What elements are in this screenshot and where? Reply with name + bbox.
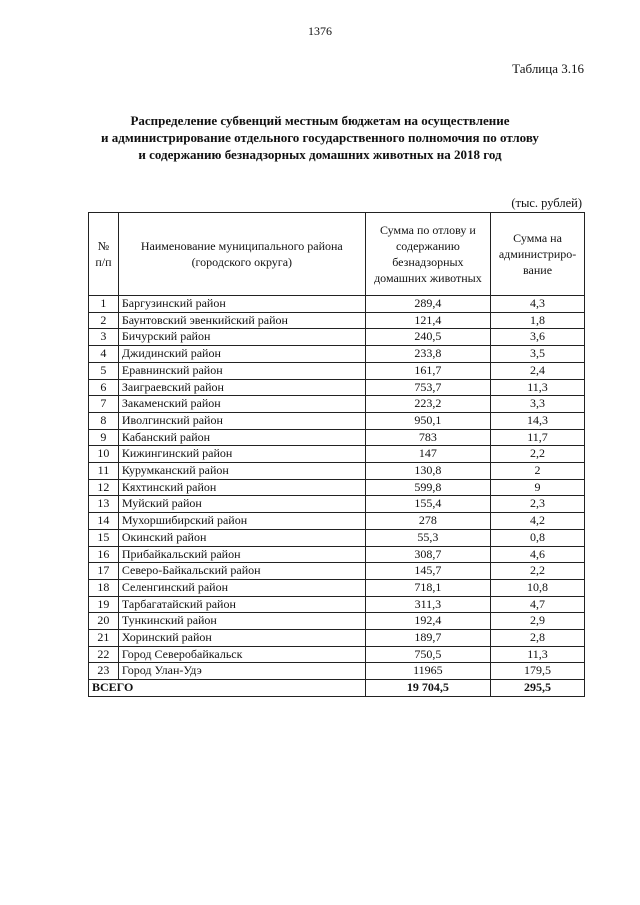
row-district-name: Хоринский район bbox=[118, 630, 365, 647]
header-line: Сумма на bbox=[513, 231, 562, 245]
row-sum: 278 bbox=[365, 513, 490, 530]
row-district-name: Иволгинский район bbox=[118, 412, 365, 429]
header-line: администриро- bbox=[498, 247, 577, 261]
row-sum: 121,4 bbox=[365, 312, 490, 329]
row-sum: 223,2 bbox=[365, 396, 490, 413]
row-district-name: Баргузинский район bbox=[118, 296, 365, 313]
title-line: и содержанию безнадзорных домашних животных на 2018 год bbox=[138, 147, 502, 162]
row-number: 2 bbox=[89, 312, 119, 329]
row-district-name: Кяхтинский район bbox=[118, 479, 365, 496]
row-number: 23 bbox=[89, 663, 119, 680]
subvention-table bbox=[88, 212, 585, 697]
header-sum bbox=[365, 213, 490, 296]
row-number: 5 bbox=[89, 362, 119, 379]
table-row bbox=[89, 463, 585, 480]
header-line: Наименование муниципального района bbox=[140, 239, 343, 253]
row-number: 8 bbox=[89, 412, 119, 429]
row-admin-sum: 4,6 bbox=[491, 546, 585, 563]
row-admin-sum: 3,5 bbox=[491, 346, 585, 363]
row-number: 21 bbox=[89, 630, 119, 647]
header-name bbox=[118, 213, 365, 296]
row-number: 15 bbox=[89, 529, 119, 546]
row-number: 14 bbox=[89, 513, 119, 530]
row-sum: 147 bbox=[365, 446, 490, 463]
units-label: (тыс. рублей) bbox=[511, 196, 582, 210]
row-district-name: Закаменский район bbox=[118, 396, 365, 413]
row-number: 11 bbox=[89, 463, 119, 480]
table-row bbox=[89, 429, 585, 446]
table-body bbox=[89, 296, 585, 697]
row-district-name: Окинский район bbox=[118, 529, 365, 546]
total-row bbox=[89, 680, 585, 697]
row-admin-sum: 11,7 bbox=[491, 429, 585, 446]
row-admin-sum: 10,8 bbox=[491, 579, 585, 596]
table-row bbox=[89, 412, 585, 429]
row-sum: 130,8 bbox=[365, 463, 490, 480]
table-row bbox=[89, 546, 585, 563]
table-row bbox=[89, 346, 585, 363]
header-line: вание bbox=[523, 263, 553, 277]
row-admin-sum: 2,2 bbox=[491, 563, 585, 580]
header-line: (городского округа) bbox=[191, 255, 293, 269]
table-row bbox=[89, 513, 585, 530]
row-sum: 233,8 bbox=[365, 346, 490, 363]
row-district-name: Прибайкальский район bbox=[118, 546, 365, 563]
table-row bbox=[89, 479, 585, 496]
row-number: 19 bbox=[89, 596, 119, 613]
row-admin-sum: 14,3 bbox=[491, 412, 585, 429]
row-sum: 55,3 bbox=[365, 529, 490, 546]
row-number: 3 bbox=[89, 329, 119, 346]
row-sum: 783 bbox=[365, 429, 490, 446]
row-district-name: Баунтовский эвенкийский район bbox=[118, 312, 365, 329]
row-admin-sum: 1,8 bbox=[491, 312, 585, 329]
row-district-name: Кижингинский район bbox=[118, 446, 365, 463]
row-number: 20 bbox=[89, 613, 119, 630]
row-sum: 192,4 bbox=[365, 613, 490, 630]
row-number: 9 bbox=[89, 429, 119, 446]
table-row bbox=[89, 329, 585, 346]
table-row bbox=[89, 396, 585, 413]
title-line: и администрирование отдельного государственного полномочия по отлову bbox=[101, 130, 539, 145]
row-district-name: Еравнинский район bbox=[118, 362, 365, 379]
row-number: 16 bbox=[89, 546, 119, 563]
row-district-name: Бичурский район bbox=[118, 329, 365, 346]
table-row bbox=[89, 446, 585, 463]
table-row bbox=[89, 296, 585, 313]
row-sum: 189,7 bbox=[365, 630, 490, 647]
row-district-name: Джидинский район bbox=[118, 346, 365, 363]
row-district-name: Заиграевский район bbox=[118, 379, 365, 396]
table-row bbox=[89, 663, 585, 680]
row-number: 7 bbox=[89, 396, 119, 413]
row-district-name: Курумканский район bbox=[118, 463, 365, 480]
row-sum: 599,8 bbox=[365, 479, 490, 496]
row-number: 10 bbox=[89, 446, 119, 463]
row-sum: 750,5 bbox=[365, 646, 490, 663]
row-district-name: Селенгинский район bbox=[118, 579, 365, 596]
row-district-name: Северо-Байкальский район bbox=[118, 563, 365, 580]
header-line: № bbox=[97, 239, 110, 253]
total-sum: 19 704,5 bbox=[365, 680, 490, 697]
header-line: содержанию bbox=[395, 239, 460, 253]
table-header-row bbox=[89, 213, 585, 296]
row-number: 1 bbox=[89, 296, 119, 313]
table-row bbox=[89, 630, 585, 647]
row-admin-sum: 2,8 bbox=[491, 630, 585, 647]
table-row bbox=[89, 529, 585, 546]
row-number: 4 bbox=[89, 346, 119, 363]
table-row bbox=[89, 579, 585, 596]
row-sum: 155,4 bbox=[365, 496, 490, 513]
table-row bbox=[89, 362, 585, 379]
header-number bbox=[89, 213, 119, 296]
row-number: 6 bbox=[89, 379, 119, 396]
row-admin-sum: 2,2 bbox=[491, 446, 585, 463]
header-line: домашних животных bbox=[374, 271, 482, 285]
title-line: Распределение субвенций местным бюджетам на осуществление bbox=[130, 113, 510, 128]
row-district-name: Тункинский район bbox=[118, 613, 365, 630]
table-row bbox=[89, 312, 585, 329]
table-row bbox=[89, 596, 585, 613]
table-row bbox=[89, 496, 585, 513]
header-line: безнадзорных bbox=[392, 255, 464, 269]
row-admin-sum: 4,3 bbox=[491, 296, 585, 313]
table-label: Таблица 3.16 bbox=[512, 61, 584, 76]
row-district-name: Мухоршибирский район bbox=[118, 513, 365, 530]
row-number: 13 bbox=[89, 496, 119, 513]
row-district-name: Муйский район bbox=[118, 496, 365, 513]
row-admin-sum: 2 bbox=[491, 463, 585, 480]
row-admin-sum: 4,2 bbox=[491, 513, 585, 530]
row-admin-sum: 11,3 bbox=[491, 379, 585, 396]
row-number: 22 bbox=[89, 646, 119, 663]
row-sum: 161,7 bbox=[365, 362, 490, 379]
row-sum: 308,7 bbox=[365, 546, 490, 563]
row-sum: 240,5 bbox=[365, 329, 490, 346]
row-number: 18 bbox=[89, 579, 119, 596]
row-sum: 11965 bbox=[365, 663, 490, 680]
row-admin-sum: 3,3 bbox=[491, 396, 585, 413]
row-admin-sum: 3,6 bbox=[491, 329, 585, 346]
row-admin-sum: 4,7 bbox=[491, 596, 585, 613]
row-number: 17 bbox=[89, 563, 119, 580]
row-district-name: Город Северобайкальск bbox=[118, 646, 365, 663]
row-admin-sum: 2,3 bbox=[491, 496, 585, 513]
header-line: Сумма по отлову и bbox=[379, 223, 476, 237]
header-admin bbox=[491, 213, 585, 296]
row-sum: 311,3 bbox=[365, 596, 490, 613]
row-sum: 753,7 bbox=[365, 379, 490, 396]
total-label: ВСЕГО bbox=[89, 680, 366, 697]
row-district-name: Тарбагатайский район bbox=[118, 596, 365, 613]
row-sum: 950,1 bbox=[365, 412, 490, 429]
row-sum: 718,1 bbox=[365, 579, 490, 596]
header-line: п/п bbox=[95, 255, 112, 269]
row-district-name: Кабанский район bbox=[118, 429, 365, 446]
table-row bbox=[89, 646, 585, 663]
table-row bbox=[89, 379, 585, 396]
row-admin-sum: 9 bbox=[491, 479, 585, 496]
row-admin-sum: 179,5 bbox=[491, 663, 585, 680]
row-number: 12 bbox=[89, 479, 119, 496]
row-admin-sum: 0,8 bbox=[491, 529, 585, 546]
row-admin-sum: 2,4 bbox=[491, 362, 585, 379]
table-row bbox=[89, 563, 585, 580]
table-row bbox=[89, 613, 585, 630]
total-admin: 295,5 bbox=[491, 680, 585, 697]
document-title bbox=[60, 112, 580, 163]
page-number: 1376 bbox=[308, 24, 332, 38]
row-admin-sum: 2,9 bbox=[491, 613, 585, 630]
row-district-name: Город Улан-Удэ bbox=[118, 663, 365, 680]
row-sum: 145,7 bbox=[365, 563, 490, 580]
row-admin-sum: 11,3 bbox=[491, 646, 585, 663]
row-sum: 289,4 bbox=[365, 296, 490, 313]
